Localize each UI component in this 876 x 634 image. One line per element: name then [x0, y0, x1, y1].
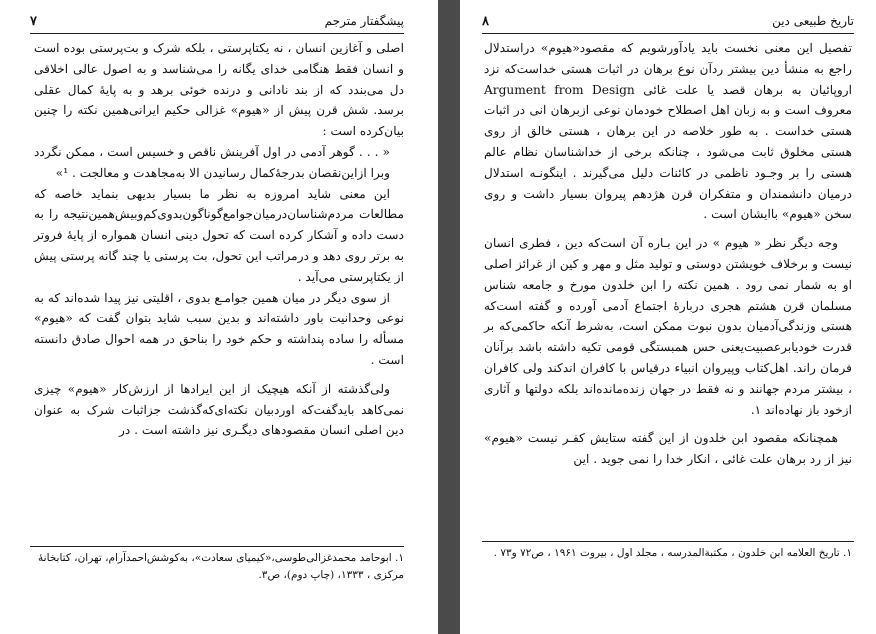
footnote-rule: [30, 546, 404, 547]
left-page-body: [34, 38, 404, 441]
left-page-header: [30, 14, 404, 32]
right-page: [460, 0, 876, 634]
right-page-header: [482, 14, 854, 32]
footnote: ۱. تاریخ العلامه ابن خلدون ، مکتبة‌المدرسه ، مجلد اول ، بیروت ۱۹۶۱ ، ص۷۲ و۷۳ .: [493, 547, 852, 559]
paragraph: ولی‌گذشته از آنکه هیچیک از این ایرادها از ارزش‌کار «هیوم» چیزی نمی‌کاهد بایدگفت‌که اوردبیان نکته‌ای‌که‌گذشت جزاثبات شرک به عنوان دین اصلی انسان مقصودهای دیگـری نیز داشته است . در: [34, 381, 404, 438]
quotation: « . . . گوهر آدمی در اول آفرینش ناقص و خسیس است ، ممکن نگردد وبرا ازاین‌نقصان بدرجهٔ‌کمال رسانیدن الا به‌مجاهدت و معالجت . ¹»: [34, 144, 390, 180]
paragraph: اصلی و آغازین انسان ، نه یکتاپرستی ، بلکه شرک و بت‌پرستی بوده است و انسان فقط هنگامی خدای یگانه را می‌شناسد و به اصول عالی اخلاقی دل می‌بندد که از بند نادانی و درنده خوئی برهد و به پایهٔ کمال عقلی برسد. شش قرن پیش از «هیوم» غزالی حکیم ایرانی‌همین نکته را چنین بیان‌کرده است :: [34, 41, 404, 139]
footnote-rule: [482, 541, 854, 542]
paragraph: از سوی دیگر در میان همین جوامـع بدوی ، اقلیتی نیز پیدا شده‌اند که به نوعی وحدانیت باور داشته‌اند و بدین سبب شاید بتوان گفت که «هیوم» مسأله را ساده پنداشته و حکم خود را بناحق در همه احوال صادق دانسته است .: [34, 290, 404, 367]
paragraph: تفصیل این معنی نخست باید یادآورشویم که مقصود«هیوم» دراستدلال راجع به منشأ دین بیشتر ردآن نوع برهان در اثبات هستی خداست‌که نزد اروپائیان به برهان قصد یا علت غائی Argument from Design معروف است و به زبان اهل اصطلاح خودمان نوعی ازبرهان انی در اثبات هستی خداست . به طور خلاصه در این برهان ، هستی خالق از روی هستی مخلوق ثابت می‌شود ، چنانکه برخی از خداشناسان نظام عالم هستی را بر وجـود ناظمی در کائنات دلیل می‌گیرند . اینگونـه استدلال درمیان دانشمندان و متفکران قرن هژدهم پیروان بسیار داشت و روی سخن «هیوم» باایشان است .: [484, 41, 853, 222]
paragraph: وجه دیگر نظر « هیوم » در این بـاره آن است‌که دین ، فطری انسان نیست و برخلاف خویشتن دوستی و تولید مثل و مهر و کین از غرائز اصلی او به شمار نمی رود . همین نکته را ابن خلدون مورخ و جامعه شناس مسلمان قرن هشتم هجری دربارهٔ اجتماع آدمی آورده و گفته است‌که هستی وزندگی‌آدمیان بدون نبوت ممکن است، به‌شرط آنکه حاکمی‌که بر قدرت خودیابرعصبیت‌یعنی حس همبستگی قومی تکیه داشته باشد برآنان فرمان راند. اهل‌کتاب وپیروان انبیاء درقیاس با کافران اندکند ولی کافران ، بیشتر مردم جهانند و نه فقط در جهان زنده‌مانده‌اند بلکه دولتها و آثاری ازخود باز نهاده‌اند ۱.: [484, 236, 852, 417]
running-title: پیشگفتار مترجم: [324, 14, 404, 28]
header-rule: [30, 33, 404, 34]
page-number: ۷: [30, 14, 37, 29]
book-gutter: [438, 0, 460, 634]
running-title: تاریخ طبیعی دین: [772, 14, 854, 28]
header-rule: [482, 33, 854, 34]
page-number: ۸: [482, 14, 489, 29]
right-page-body: [484, 38, 852, 470]
paragraph: این معنی شاید امروزه به نظر ما بسیار بدیهی بنماید خاصه که مطالعات مردم‌شناسان‌درمیان‌جوامع‌گوناگون‌بدوی‌کم‌وبیش‌همین‌نتیجه را به دست داده و آشکار کرده است که تحول دینی انسان همواره از پایهٔ فروتر به برتر روی دهد و درمراتب این تحول، بت پرستی یا چند گانه پرستی پیش از یکتاپرستی می‌آید .: [33, 186, 404, 284]
footnote: ۱. ابوحامد محمدغزالی‌طوسی،«کیمیای سعادت»، به‌کوشش‌احمدآرام، تهران، کتابخانهٔ مرکزی ، ۱۳۳۳، (چاپ دوم)، ص۳.: [38, 552, 404, 581]
paragraph: همچنانکه مقصود ابن خلدون از این گفته ستایش کفـر نیست «هیوم» نیز از رد برهان علت غائی ، انکار خدا را نمی جوید . این: [484, 431, 852, 467]
